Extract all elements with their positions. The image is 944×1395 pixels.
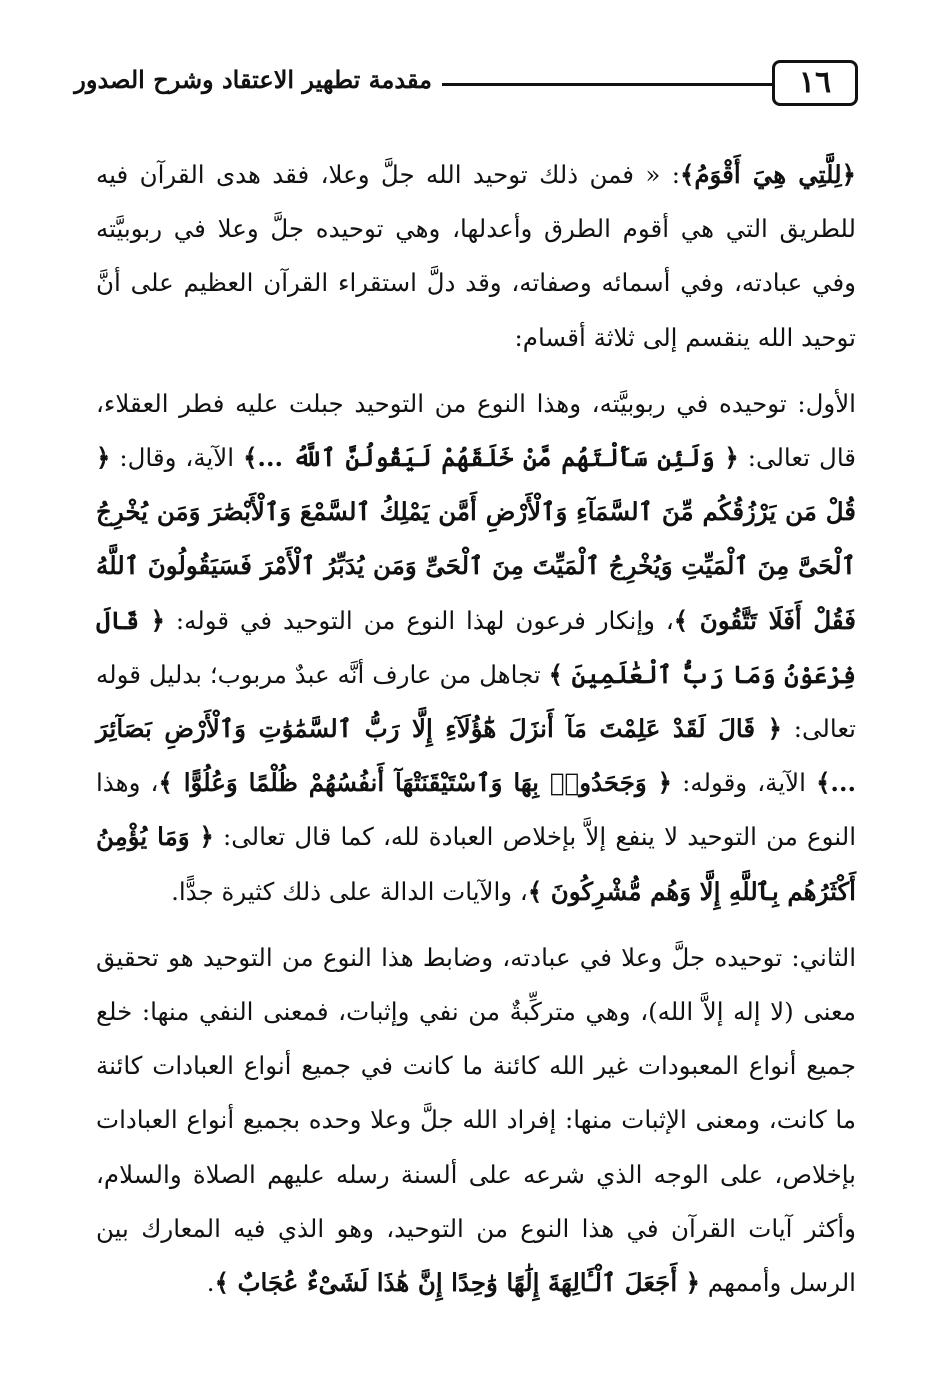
paragraph-first-type <box>96 377 856 919</box>
page-header <box>74 60 868 114</box>
text-run: : « فمن ذلك توحيد الله جلَّ وعلا، فقد هدى القرآن فيه للطريق التي هي أقوم الطرق وأعدلها، وهي توحيده جلَّ وعلا في ربوبيَّته وفي عبادته، وفي أسمائه وصفاته، وقد دلَّ استقراء القرآن العظيم على أنَّ توحيد الله ينقسم إلى ثلاثة أقسام: <box>96 160 856 352</box>
text-run: ، والآيات الدالة على ذلك كثيرة جدًّا. <box>171 876 528 906</box>
text-run: تجاهل من عارف أنَّه عبدٌ مربوب؛ بدليل قوله تعالى: <box>96 659 856 744</box>
verse-quote: ﴿ وَمَا يُؤْمِنُ أَكْثَرُهُم بِٱللَّهِ إِلَّا وَهُم مُّشْرِكُونَ ﴾ <box>96 822 856 906</box>
text-run: الآية، وقوله: <box>671 768 817 798</box>
text-run: الثاني: توحيده جلَّ وعلا في عبادته، وضابط هذا النوع من التوحيد هو تحقيق معنى (لا إله إلاَّ الله)، وهي متركِّبةٌ من نفي وإثبات، فمعنى النفي منها: خلع جميع أنواع المعبودات غير الله كائنة ما كانت في جميع أنواع العبادات كائنة ما كانت، ومعنى الإثبات منها: إفراد الله جلَّ وعلا وحده بجميع أنواع العبادات بإخلاص، على الوجه الذي شرعه على ألسنة رسله عليهم الصلاة والسلام، وأكثر آيات القرآن في هذا النوع من التوحيد، وهو الذي فيه المعارك بين الرسل وأممهم <box>96 942 856 1298</box>
text-run: ، وإنكار فرعون لهذا النوع من التوحيد في قوله: <box>165 605 674 635</box>
text-run: الآية، وقال: <box>110 443 244 473</box>
text-run: . <box>206 1268 215 1298</box>
verse-quote: ﴿ قَالَ لَقَدْ عَلِمْتَ مَآ أَنزَلَ هَٰٓؤُلَآءِ إِلَّا رَبُّ ٱلسَّمَٰوَٰتِ وَٱلْأَرْضِ بَصَآئِرَ ...﴾ <box>96 714 857 798</box>
verse-quote: ﴿ وَجَحَدُوا۟ بِهَا وَٱسْتَيْقَنَتْهَآ أَنفُسُهُمْ ظُلْمًا وَعُلُوًّا ﴾ <box>158 768 672 798</box>
verse-quote: ﴿ قُلْ مَن يَرْزُقُكُم مِّنَ ٱلسَّمَآءِ وَٱلْأَرْضِ أَمَّن يَمْلِكُ ٱلسَّمْعَ وَٱلْأَبْصَٰرَ وَمَن يُخْرِجُ ٱلْحَىَّ مِنَ ٱلْمَيِّتِ وَيُخْرِجُ ٱلْمَيِّتَ مِنَ ٱلْحَىِّ وَمَن يُدَبِّرُ ٱلْأَمْرَ فَسَيَقُولُونَ ٱللَّهُ فَقُلْ أَفَلَا تَتَّقُونَ ﴾ <box>96 443 857 635</box>
body-text <box>96 148 856 1310</box>
verse-quote: ﴿ قَالَ فِرْعَوْنُ وَمَا رَبُّ ٱلْعَٰلَمِينَ ﴾ <box>96 605 856 689</box>
verse-quote: ﴿ وَلَئِن سَأَلْتَهُم مَّنْ خَلَقَهُمْ لَيَقُولُنَّ ٱللَّهُ ...﴾ <box>243 443 739 473</box>
paragraph-intro <box>96 148 856 365</box>
text-run: ، وهذا النوع من التوحيد لا ينفع إلاَّ بإخلاص العبادة لله، كما قال تعالى: <box>96 768 856 852</box>
running-title: مقدمة تطهير الاعتقاد وشرح الصدور <box>74 65 432 94</box>
paragraph-second-type <box>96 931 856 1310</box>
text-run: الأول: توحيده في ربوبيَّته، وهذا النوع من التوحيد جبلت عليه فطر العقلاء، قال تعالى: <box>96 388 856 473</box>
verse-quote: ﴿لِلَّتِي هِيَ أَقْوَمُ﴾ <box>680 160 856 189</box>
page-number: ١٦ <box>772 60 858 106</box>
verse-quote: ﴿ أَجَعَلَ ٱلْـَٔالِهَةَ إِلَٰهًا وَٰحِدًا إِنَّ هَٰذَا لَشَىْءٌ عُجَابٌ ﴾ <box>214 1268 701 1298</box>
header-rule <box>442 83 772 86</box>
